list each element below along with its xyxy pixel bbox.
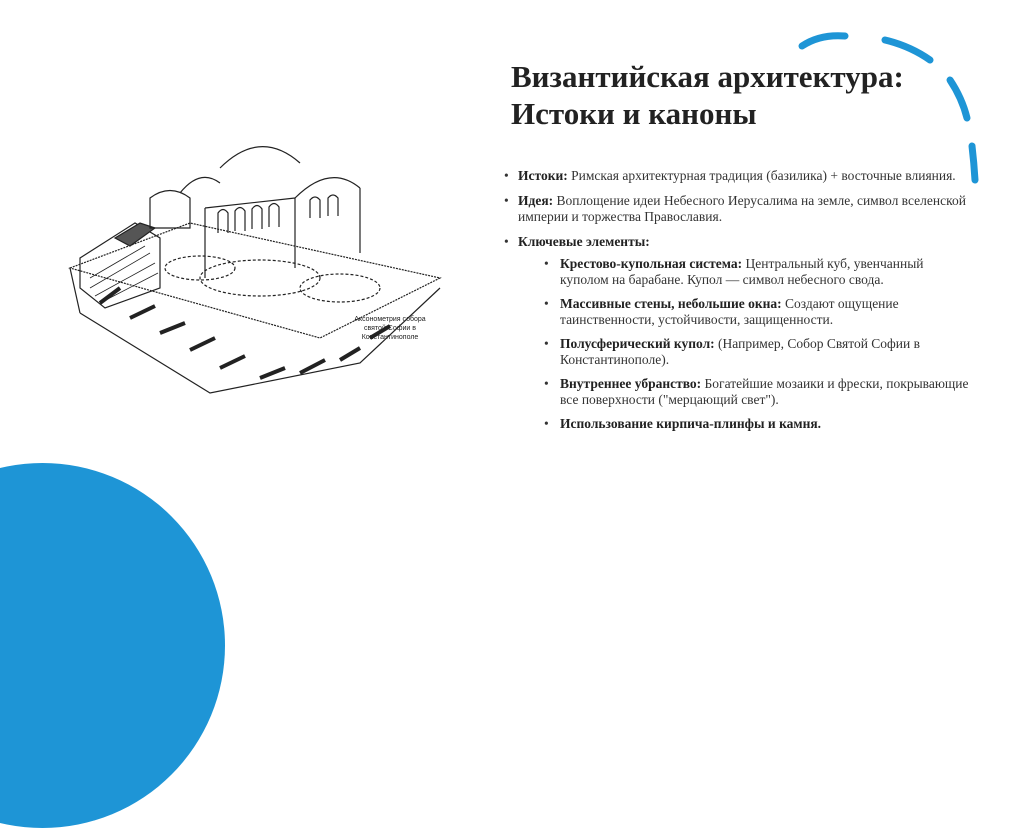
- bullet-item: [500, 234, 970, 432]
- bullet-item: [500, 193, 970, 225]
- illustration-caption-line1: Аксонометрия собора: [354, 316, 426, 323]
- sub-bullet-text: Богатейшие мозаики и фрески, покрывающие все поверхности ("мерцающий свет").: [560, 376, 969, 407]
- page-title: [511, 58, 971, 132]
- title-line-1: Византийская архитектура:: [511, 59, 904, 94]
- decorative-circle: [0, 463, 225, 828]
- content-body: [500, 168, 970, 441]
- sub-bullet-item: [540, 296, 970, 328]
- bullet-label: Истоки:: [518, 168, 568, 183]
- bullet-label: Идея:: [518, 193, 554, 208]
- illustration-caption-line3: Константинополе: [361, 334, 419, 341]
- bullet-label: Ключевые элементы:: [518, 234, 650, 249]
- sub-bullet-text: Центральный куб, увенчанный куполом на барабане. Купол — символ небесного свода.: [560, 256, 924, 287]
- sub-bullet-label: Полусферический купол:: [560, 336, 715, 351]
- sub-bullet-item: [540, 256, 970, 288]
- title-line-2: Истоки и каноны: [511, 96, 757, 131]
- sub-bullet-item: [540, 336, 970, 368]
- bullet-text: Воплощение идеи Небесного Иерусалима на земле, символ вселенской империи и торжества Православия.: [518, 193, 966, 224]
- sub-bullet-item: [540, 416, 970, 432]
- sub-bullet-label: Внутреннее убранство:: [560, 376, 702, 391]
- sub-bullet-text: (Например, Собор Святой Софии в Константинополе).: [560, 336, 921, 367]
- bullet-list: [500, 168, 970, 432]
- sub-bullet-list: [518, 256, 970, 432]
- sub-bullet-label: Использование кирпича-плинфы и камня.: [560, 416, 822, 431]
- bullet-text: Римская архитектурная традиция (базилика) + восточные влияния.: [567, 168, 956, 183]
- sub-bullet-item: [540, 376, 970, 408]
- sub-bullet-text: Создают ощущение таинственности, устойчивости, защищенности.: [560, 296, 899, 327]
- bullet-item: [500, 168, 970, 184]
- hagia-sophia-axonometry-illustration: [60, 128, 460, 408]
- illustration-caption-line2: святой Софии в: [364, 325, 416, 332]
- sub-bullet-label: Массивные стены, небольшие окна:: [560, 296, 782, 311]
- sub-bullet-label: Крестово-купольная система:: [560, 256, 743, 271]
